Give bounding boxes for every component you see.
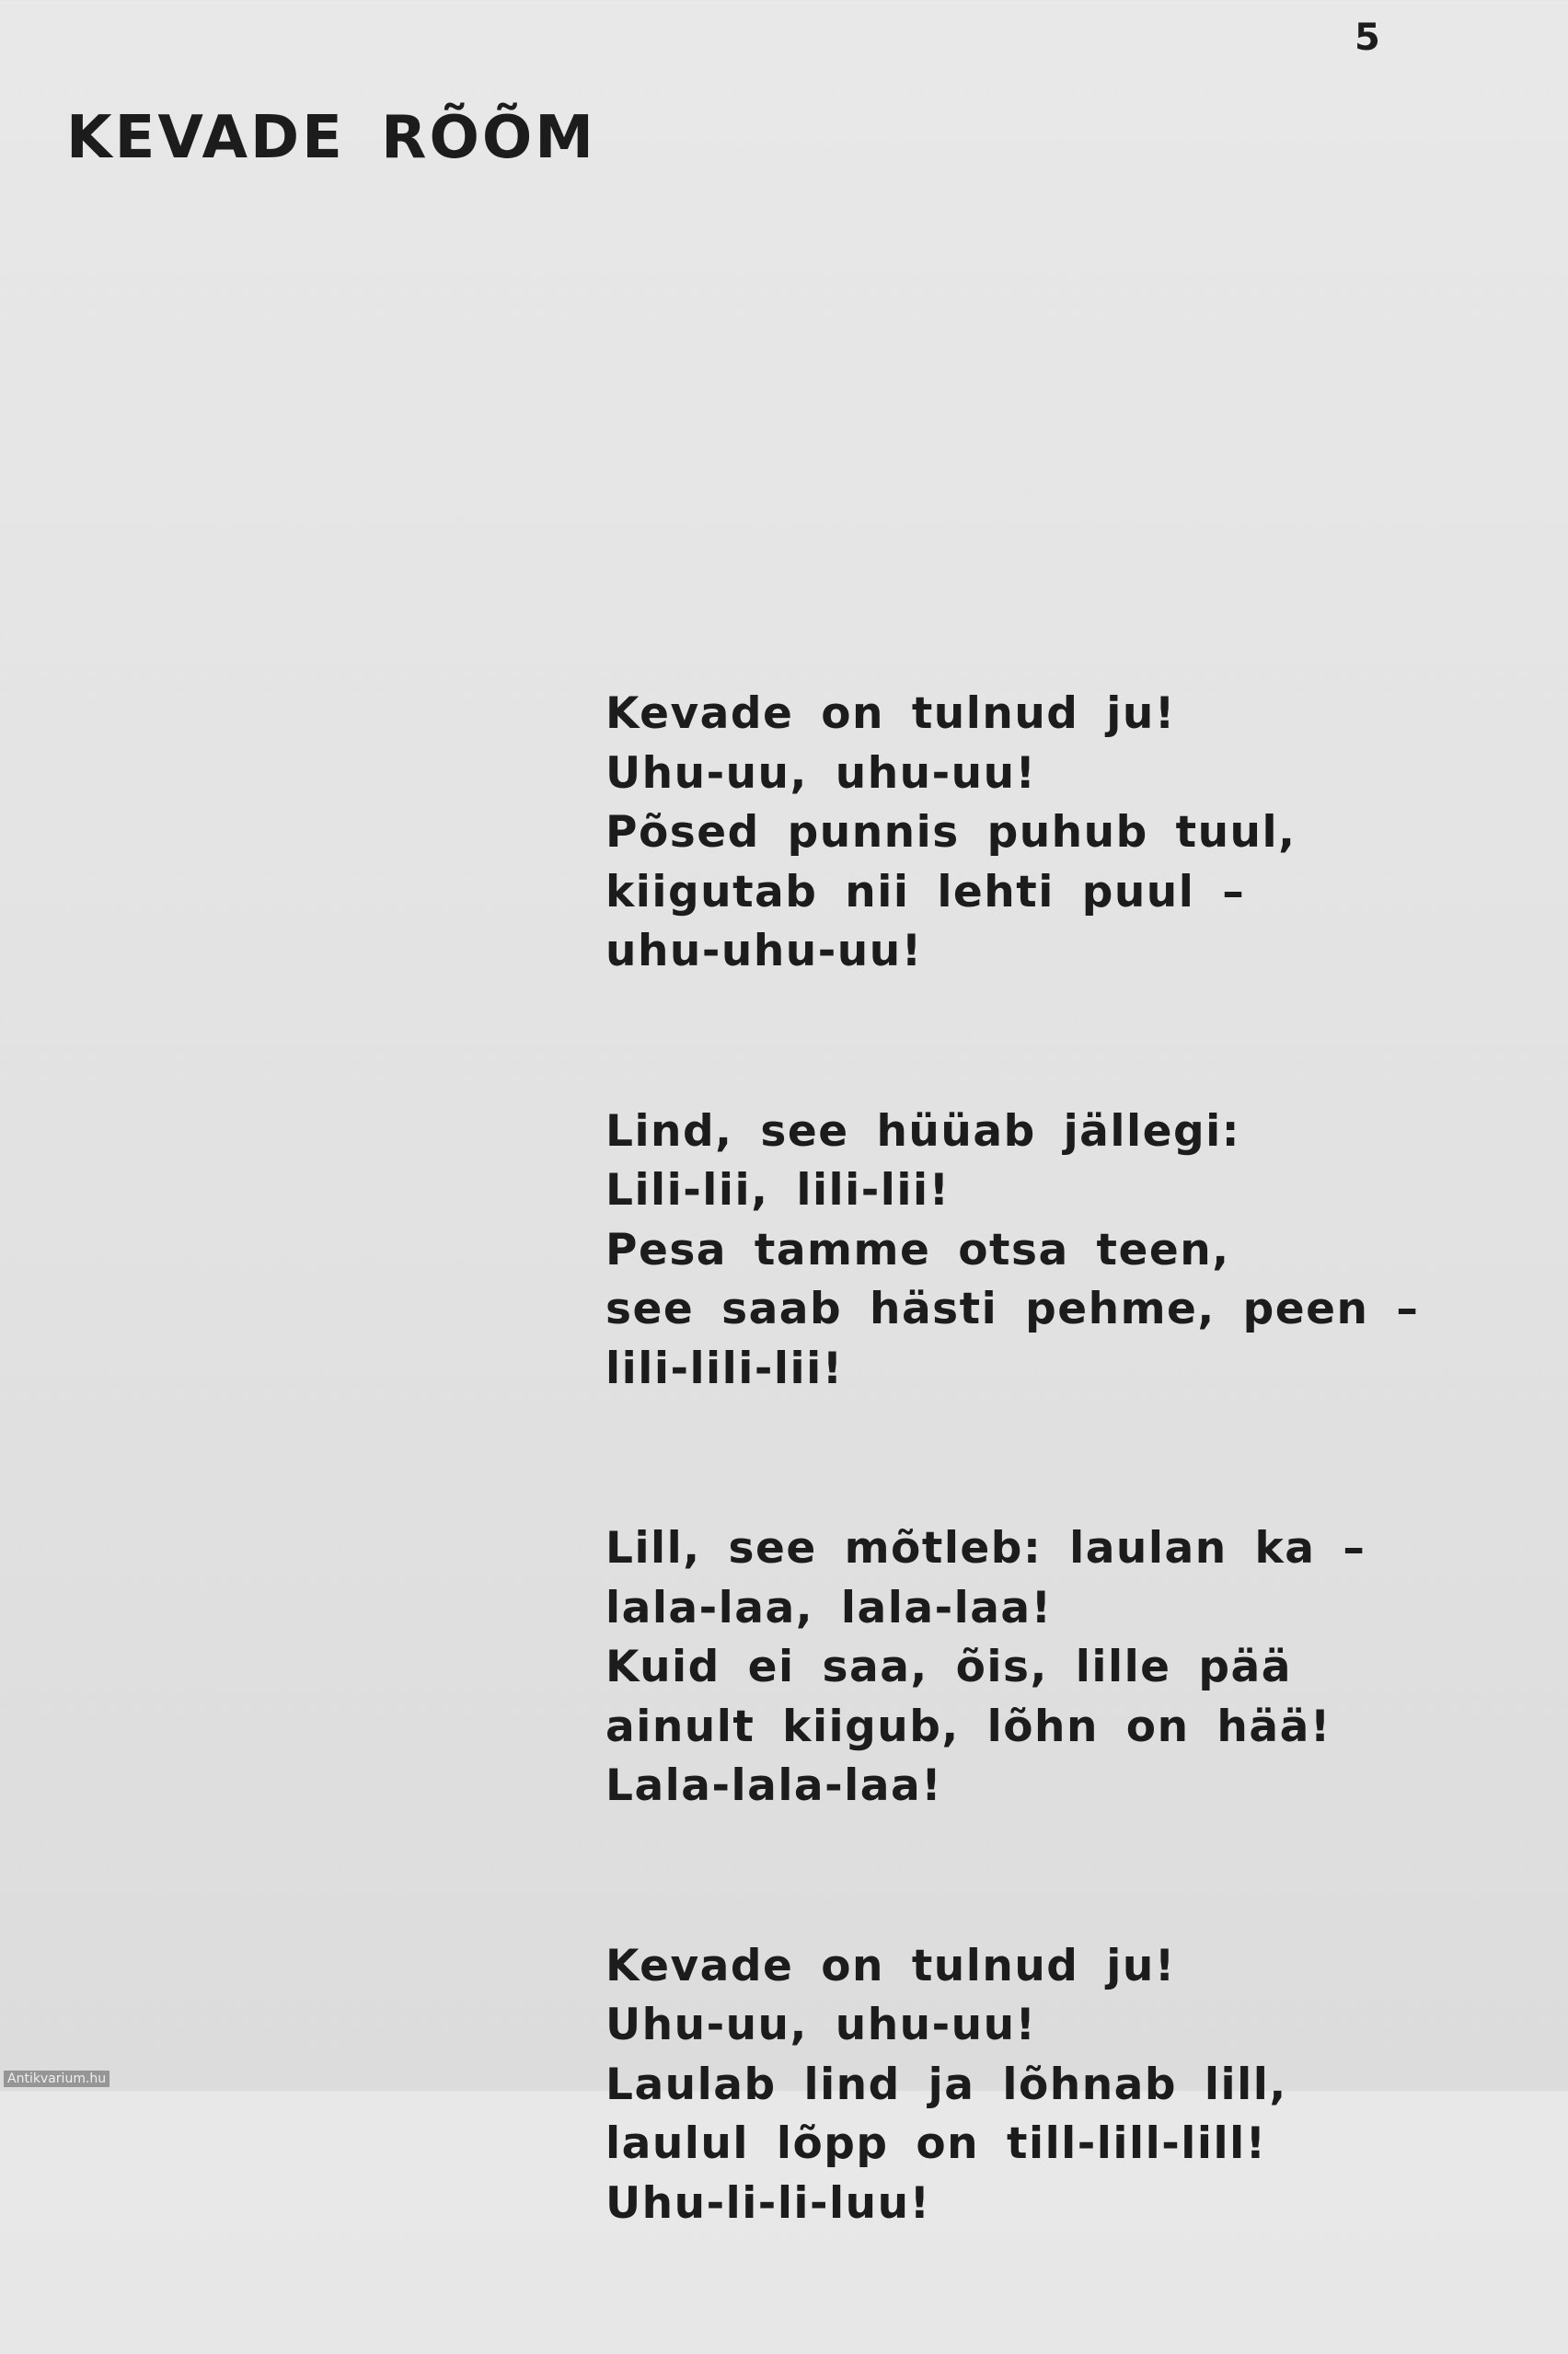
poem-line: lala-laa, lala-laa! [605,1582,1053,1633]
watermark: Antikvarium.hu [4,2071,110,2087]
poem-line: see saab hästi pehme, peen – [605,1284,1420,1334]
poem-line: uhu-uhu-uu! [605,926,923,976]
poem-line: Lala-lala-laa! [605,1760,943,1811]
poem-line: Põsed punnis puhub tuul, [605,807,1297,858]
poem-line: Lill, see mõtleb: laulan ka – [605,1523,1366,1574]
poem-line: kiigutab nii lehti puul – [605,866,1246,917]
stanza-2 [605,1102,1526,1400]
poem-line: laulul lõpp on till-lill-lill! [605,2118,1267,2169]
poem-body [605,685,1526,2354]
stanza-4 [605,1937,1526,2234]
poem-line: Lili-lii, lili-lii! [605,1165,951,1216]
poem-line: lili-lili-lii! [605,1343,844,1394]
poem-line: Uhu-li-li-luu! [605,2177,931,2229]
poem-line: ainult kiigub, lõhn on hää! [605,1701,1332,1752]
poem-line: Lind, see hüüab jällegi: [605,1105,1241,1157]
poem-line: Laulab lind ja lõhnab lill, [605,2059,1287,2110]
poem-line: Uhu-uu, uhu-uu! [605,747,1037,799]
poem-line: Pesa tamme otsa teen, [605,1224,1230,1275]
poem-line: Kevade on tulnud ju! [605,688,1176,739]
stanza-3 [605,1519,1526,1817]
poem-title: KEVADE RÕÕM [66,104,596,172]
poem-line: Uhu-uu, uhu-uu! [605,2000,1037,2050]
poem-line: Kuid ei saa, õis, lille pää [605,1642,1292,1692]
page-number: 5 [1355,17,1381,59]
poem-line: Kevade on tulnud ju! [605,1940,1176,1991]
stanza-1 [605,685,1526,982]
